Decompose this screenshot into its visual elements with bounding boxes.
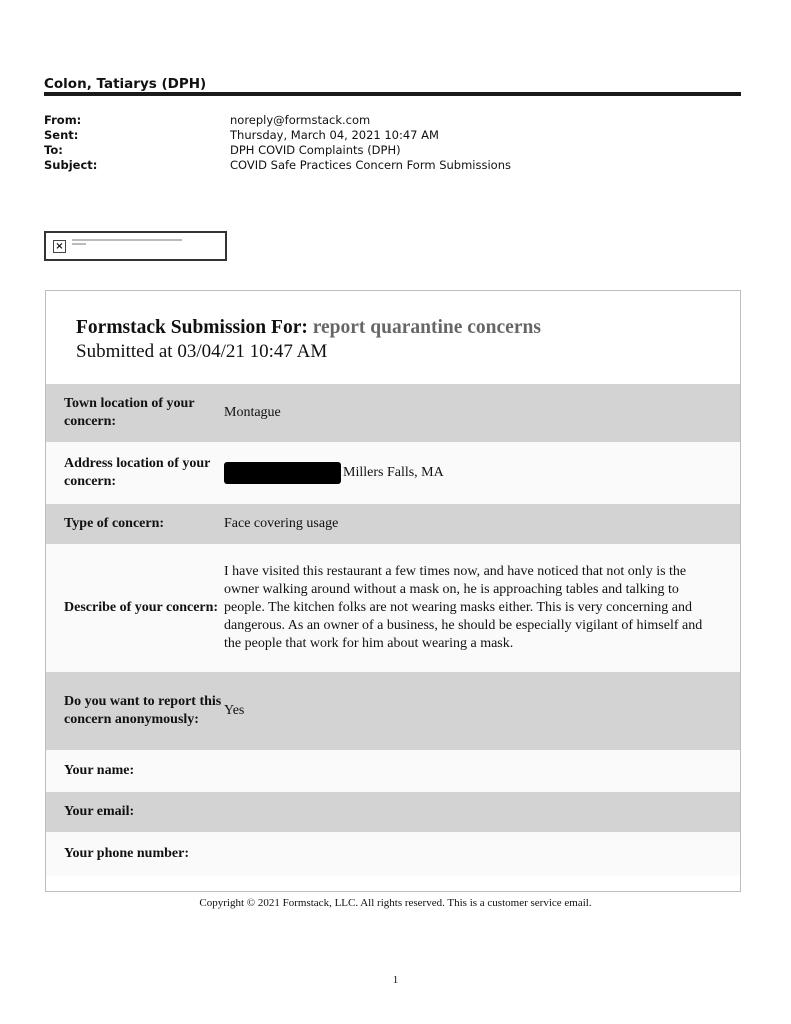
field-row-town — [46, 384, 740, 442]
header-value[interactable]: noreply@formstack.com — [230, 113, 371, 127]
header-subject — [44, 158, 511, 173]
redaction-box — [224, 462, 341, 484]
placeholder-text-line — [72, 243, 86, 245]
field-label: Describe of your concern: — [64, 600, 219, 615]
header-to — [44, 143, 511, 158]
header-from — [44, 113, 511, 128]
submission-title — [76, 317, 740, 339]
field-label: Do you want to report this concern anonymously: — [64, 694, 222, 727]
copyright-footer: Copyright © 2021 Formstack, LLC. All rights reserved. This is a customer service email. — [199, 897, 592, 909]
field-label: Type of concern: — [64, 516, 165, 531]
x-icon: × — [53, 240, 66, 253]
header-sent — [44, 128, 511, 143]
field-label: Your name: — [64, 763, 135, 778]
field-row-anonymous — [46, 672, 740, 750]
placeholder-text-line — [72, 239, 182, 241]
field-value: Yes — [224, 703, 245, 718]
field-value-container — [224, 462, 740, 484]
submitted-at: Submitted at 03/04/21 10:47 AM — [76, 341, 328, 362]
sender-name: Colon, Tatiarys (DPH) — [44, 76, 207, 92]
header-value: DPH COVID Complaints (DPH) — [230, 143, 401, 157]
header-key: Subject: — [44, 158, 98, 172]
form-name: report quarantine concerns — [312, 317, 541, 338]
header-divider — [44, 92, 741, 96]
field-row-description — [46, 544, 740, 672]
header-key: Sent: — [44, 128, 79, 142]
header-key: From: — [44, 113, 82, 127]
header-key: To: — [44, 143, 63, 157]
page-number: 1 — [392, 974, 399, 986]
header-value: Thursday, March 04, 2021 10:47 AM — [230, 128, 439, 142]
field-label: Your email: — [64, 804, 135, 819]
field-value: Face covering usage — [224, 516, 339, 531]
title-prefix: Formstack Submission For: — [76, 317, 308, 338]
field-value: Montague — [224, 405, 281, 420]
submission-card — [45, 290, 741, 892]
field-row-name — [46, 750, 740, 792]
field-row-email — [46, 792, 740, 832]
field-label: Address location of your concern: — [64, 456, 211, 489]
field-label: Town location of your concern: — [64, 396, 195, 429]
header-value: COVID Safe Practices Concern Form Submissions — [230, 158, 511, 172]
field-value: Millers Falls, MA — [343, 465, 444, 481]
field-row-type — [46, 504, 740, 544]
field-label: Your phone number: — [64, 846, 189, 861]
submission-header — [46, 291, 740, 384]
broken-image-placeholder — [44, 231, 227, 261]
field-row-address — [46, 442, 740, 504]
email-headers — [44, 113, 511, 173]
field-row-phone — [46, 832, 740, 876]
field-value: I have visited this restaurant a few times now, and have noticed that not only is the owner walking around without a mask on, he is approaching tables and talking to people. The kitchen folks are not wearing masks either. This is very concerning and dangerous. As an owner of a business, he should be especially vigilant of himself and the people that work for him about wearing a mask. — [224, 564, 703, 651]
